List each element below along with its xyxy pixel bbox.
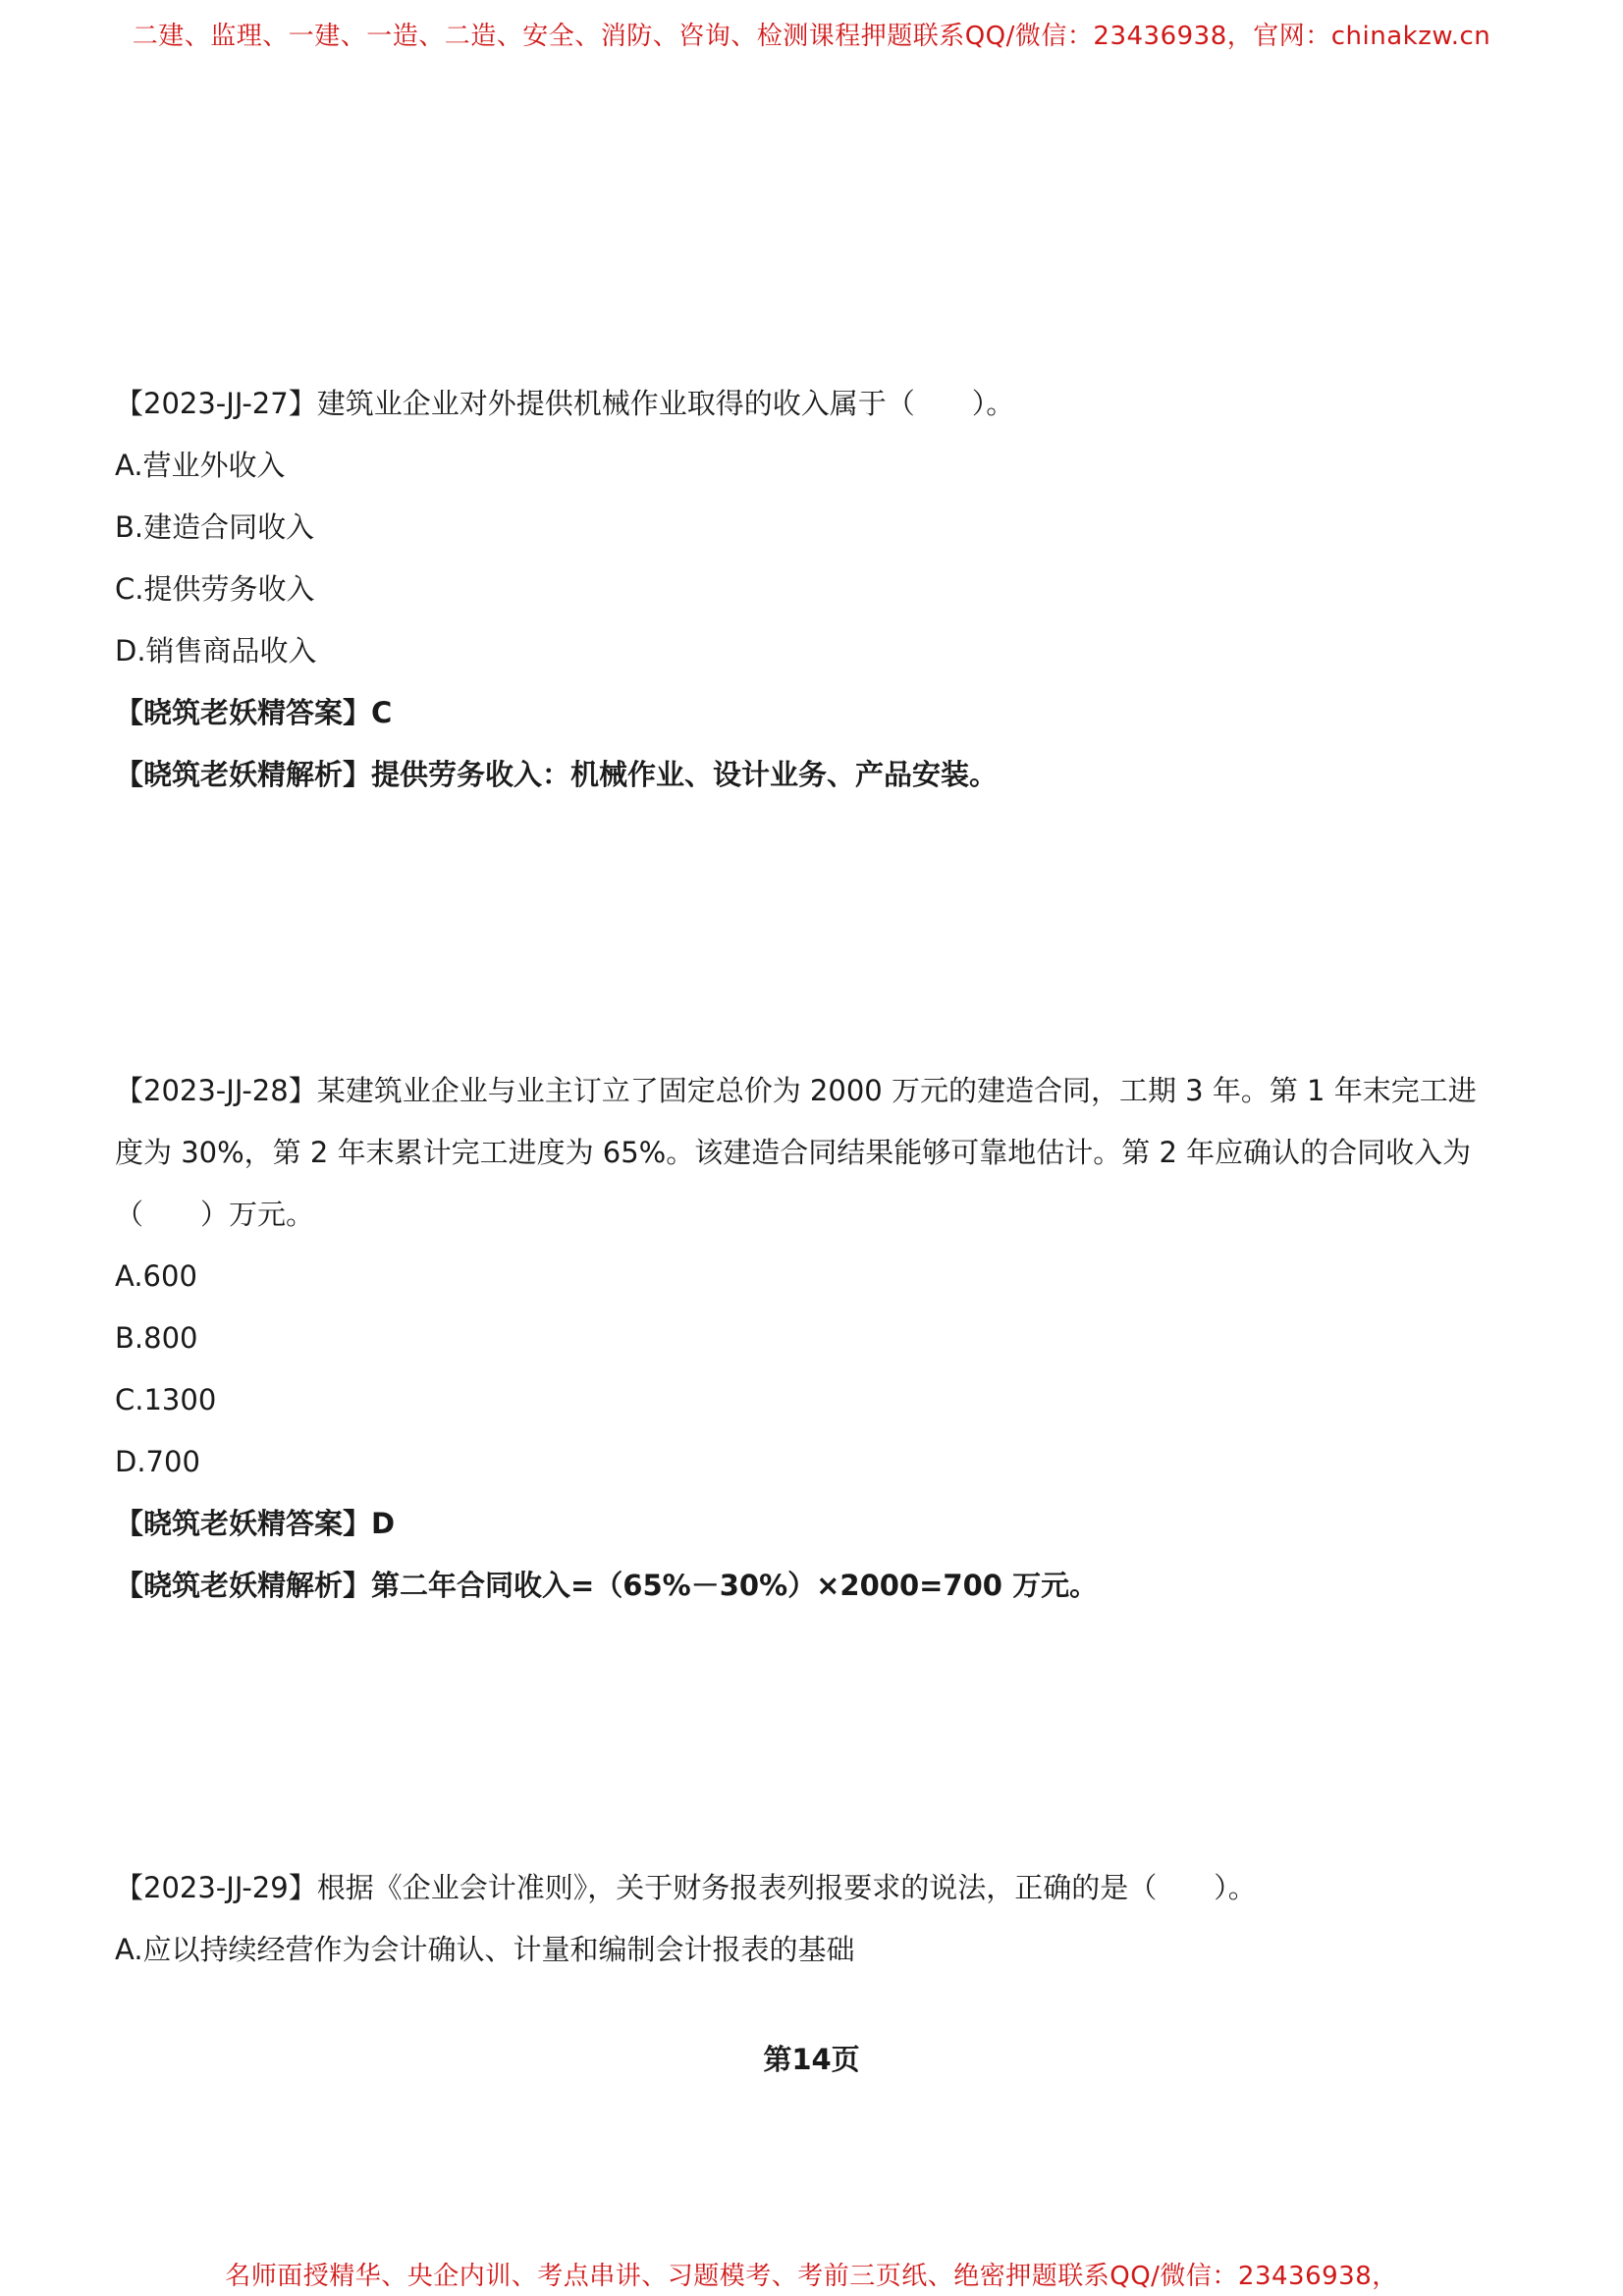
option-b: B.建造合同收入 (115, 510, 315, 544)
question-stem-line: 【2023-JJ-28】某建筑业企业与业主订立了固定总价为 2000 万元的建造合同，工期 3 年。第 1 年末完工进 (115, 1074, 1477, 1107)
option-a: A.应以持续经营作为会计确认、计量和编制会计报表的基础 (115, 1933, 855, 1966)
question-27 (115, 373, 1509, 806)
option-c: C.1300 (115, 1383, 217, 1416)
answer: 【晓筑老妖精答案】D (115, 1507, 396, 1540)
header-banner: 二建、监理、一建、一造、二造、安全、消防、咨询、检测课程押题联系QQ/微信：23436938，官网：chinakzw.cn (132, 22, 1491, 51)
option-d: D.700 (115, 1445, 200, 1478)
question-stem-line: 度为 30%，第 2 年末累计完工进度为 65%。该建造合同结果能够可靠地估计。第 2 年应确认的合同收入为 (115, 1136, 1472, 1169)
footer-banner: 名师面授精华、央企内训、考点串讲、习题模考、考前三页纸、绝密押题联系QQ/微信：23436938， (225, 2262, 1398, 2291)
analysis: 【晓筑老妖精解析】提供劳务收入：机械作业、设计业务、产品安装。 (115, 758, 999, 791)
option-b: B.800 (115, 1321, 198, 1355)
option-d: D.销售商品收入 (115, 634, 317, 667)
analysis: 【晓筑老妖精解析】第二年合同收入=（65%－30%）×2000=700 万元。 (115, 1569, 1099, 1602)
question-29 (115, 1857, 1509, 1981)
page-number: 第14页 (763, 2043, 860, 2076)
option-c: C.提供劳务收入 (115, 572, 315, 606)
question-stem (115, 1060, 1509, 1246)
question-28 (115, 1060, 1509, 1617)
question-stem: 【2023-JJ-29】根据《企业会计准则》，关于财务报表列报要求的说法，正确的是（ ）。 (115, 1871, 1257, 1904)
answer: 【晓筑老妖精答案】C (115, 696, 393, 729)
question-stem-line: （ ）万元。 (115, 1198, 315, 1231)
question-stem: 【2023-JJ-27】建筑业企业对外提供机械作业取得的收入属于（ ）。 (115, 387, 1015, 420)
option-a: A.600 (115, 1259, 197, 1293)
option-a: A.营业外收入 (115, 449, 286, 482)
